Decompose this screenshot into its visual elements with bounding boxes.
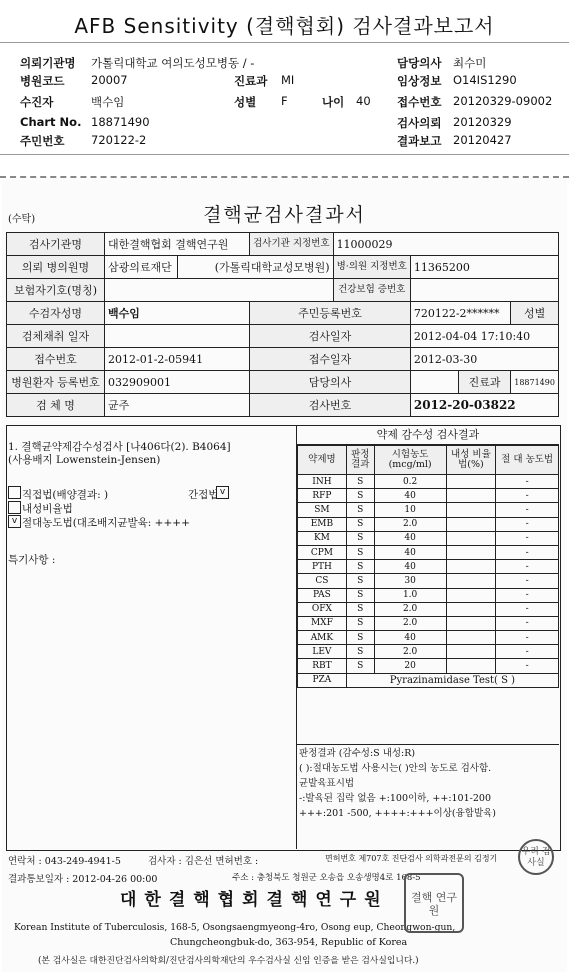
sens-cell: S bbox=[346, 545, 374, 559]
sens-header: 절 대 농도법 bbox=[496, 446, 559, 475]
sens-cell: S bbox=[346, 574, 374, 588]
sens-cell: S bbox=[346, 489, 374, 503]
sens-cell: 40 bbox=[374, 531, 446, 545]
header-key: 담당의사 bbox=[397, 56, 442, 70]
sens-cell: 2.0 bbox=[374, 645, 446, 659]
sens-cell bbox=[446, 489, 496, 503]
divider bbox=[0, 154, 569, 155]
sens-cell: 40 bbox=[374, 489, 446, 503]
registration-number: 032909001 bbox=[105, 371, 250, 394]
sens-cell: - bbox=[496, 645, 559, 659]
sens-cell bbox=[446, 631, 496, 645]
test-line-1: 1. 결핵균약제감수성검사 [나406다(2). B4064] bbox=[8, 441, 231, 453]
sens-cell: CS bbox=[298, 574, 347, 588]
official-seal: 결핵 연구원 bbox=[404, 873, 464, 933]
footer-english-2: Chungcheongbuk-do, 363-954, Republic of Korea bbox=[170, 937, 408, 948]
sens-cell: PTH bbox=[298, 560, 347, 574]
sens-cell: S bbox=[346, 588, 374, 602]
sens-cell bbox=[446, 645, 496, 659]
legend-line: +++:201 -500, ++++:+++이상(융합발육) bbox=[299, 808, 497, 819]
pza-result: Pyrazinamidase Test( S ) bbox=[346, 673, 558, 687]
cell-label: 검사번호 bbox=[250, 394, 411, 417]
cell-label: 성별 bbox=[511, 302, 559, 325]
sens-cell: - bbox=[496, 616, 559, 630]
cell-label: 담당의사 bbox=[250, 371, 411, 394]
sens-cell bbox=[446, 574, 496, 588]
header-value: 최수미 bbox=[453, 56, 487, 70]
legend-line: ( ):절대농도법 사용시는( )안의 농도로 검사함. bbox=[299, 763, 492, 774]
sens-cell: 30 bbox=[374, 574, 446, 588]
sens-cell: S bbox=[346, 631, 374, 645]
sens-cell: S bbox=[346, 531, 374, 545]
sens-row bbox=[298, 602, 559, 616]
sens-cell: - bbox=[496, 631, 559, 645]
age-key: 나이 bbox=[322, 95, 345, 109]
sens-cell bbox=[446, 616, 496, 630]
sens-cell: - bbox=[496, 517, 559, 531]
sens-cell bbox=[446, 659, 496, 673]
sens-cell: 20 bbox=[374, 659, 446, 673]
sens-cell: S bbox=[346, 645, 374, 659]
lab-id: 11000029 bbox=[333, 233, 558, 256]
age-value: 40 bbox=[356, 94, 371, 108]
sens-cell: CPM bbox=[298, 545, 347, 559]
sens-cell bbox=[446, 503, 496, 517]
sens-cell: SM bbox=[298, 503, 347, 517]
sens-row bbox=[298, 517, 559, 531]
sensitivity-caption: 약제 감수성 검사결과 bbox=[297, 426, 559, 445]
cell-label: 검 체 명 bbox=[7, 394, 105, 417]
header-value: 20120329-09002 bbox=[453, 94, 553, 108]
receipt-number: 2012-01-2-05941 bbox=[105, 348, 250, 371]
cell-label: 수검자성명 bbox=[7, 302, 105, 325]
sens-cell: S bbox=[346, 503, 374, 517]
receipt-date: 2012-03-30 bbox=[410, 348, 558, 371]
cell-label: 의뢰 병의원명 bbox=[7, 256, 105, 279]
abs-label: 절대농도법(대조배지균발육: ++++ bbox=[22, 517, 190, 529]
direct-label: 직접법(배양결과: ) bbox=[22, 489, 109, 501]
sens-cell bbox=[446, 531, 496, 545]
doc-title: 결핵균검사결과서 bbox=[203, 204, 366, 226]
header-value: 백수임 bbox=[91, 95, 125, 109]
footer-note: (본 검사실은 대한진단검사의학회/진단검사의학재단의 우수검사실 신임 인증을 받은 검사실입니다.) bbox=[38, 956, 419, 966]
cell-label: 병원환자 등록번호 bbox=[7, 371, 105, 394]
sens-row bbox=[298, 645, 559, 659]
sens-cell: S bbox=[346, 475, 374, 489]
cell-label: 주민등록번호 bbox=[250, 302, 411, 325]
divider bbox=[0, 42, 569, 43]
header-key: 주민번호 bbox=[20, 134, 65, 148]
sens-cell bbox=[446, 588, 496, 602]
sens-row bbox=[298, 545, 559, 559]
sens-cell bbox=[446, 475, 496, 489]
direct-checkbox bbox=[8, 486, 21, 499]
sens-row bbox=[298, 531, 559, 545]
sens-cell: S bbox=[346, 517, 374, 531]
sens-cell: LEV bbox=[298, 645, 347, 659]
sens-cell: - bbox=[496, 475, 559, 489]
sens-cell: - bbox=[496, 503, 559, 517]
sens-row bbox=[298, 616, 559, 630]
dept-value: MI bbox=[281, 73, 295, 87]
sens-cell: - bbox=[496, 560, 559, 574]
sens-cell: KM bbox=[298, 531, 347, 545]
abs-checkbox: v bbox=[8, 515, 21, 528]
sensitivity-table bbox=[297, 445, 559, 688]
hospital-note: (가톨릭대학교성모병원) bbox=[177, 256, 333, 279]
sens-cell: - bbox=[496, 659, 559, 673]
sens-cell: PAS bbox=[298, 588, 347, 602]
header-key: 수진자 bbox=[20, 95, 54, 109]
header-value: 가톨릭대학교 여의도성모병동 / - bbox=[91, 56, 255, 70]
footer-examiner: 검사자 : 김은선 면허번호 : bbox=[148, 856, 259, 867]
sens-cell: 2.0 bbox=[374, 602, 446, 616]
cell-label: 접수번호 bbox=[7, 348, 105, 371]
header-key: Chart No. bbox=[20, 115, 82, 129]
header-value: 20007 bbox=[91, 73, 128, 87]
lab-name: 대한결핵협회 결핵연구원 bbox=[105, 233, 250, 256]
cell-label: 진료과 bbox=[458, 371, 510, 394]
sens-row bbox=[298, 489, 559, 503]
sens-cell: - bbox=[496, 574, 559, 588]
sens-cell: S bbox=[346, 560, 374, 574]
divider bbox=[297, 744, 559, 745]
sens-cell: 10 bbox=[374, 503, 446, 517]
rrn: 720122-2****** bbox=[410, 302, 510, 325]
sens-header: 판정 결과 bbox=[346, 446, 374, 475]
cell-label: 접수일자 bbox=[250, 348, 411, 371]
header-value: 20120427 bbox=[453, 133, 512, 147]
cell-label: 건강보험 증번호 bbox=[333, 279, 410, 302]
sens-row bbox=[298, 659, 559, 673]
cell-label: 검체채취 일자 bbox=[7, 325, 105, 348]
sens-cell bbox=[446, 560, 496, 574]
empty-cell bbox=[410, 371, 458, 394]
sens-header: 약제명 bbox=[298, 446, 347, 475]
test-date: 2012-04-04 17:10:40 bbox=[410, 325, 558, 348]
sens-row bbox=[298, 631, 559, 645]
sens-cell: - bbox=[496, 531, 559, 545]
chart-number: 18871490 bbox=[511, 371, 559, 394]
indirect-checkbox: v bbox=[216, 486, 229, 499]
legend-line: 균발육표시법 bbox=[299, 778, 355, 789]
sens-row bbox=[298, 503, 559, 517]
sens-cell: 2.0 bbox=[374, 616, 446, 630]
cell-label: 보험자기호(명칭) bbox=[7, 279, 105, 302]
sens-cell bbox=[446, 602, 496, 616]
empty-cell bbox=[105, 325, 250, 348]
sens-cell: MXF bbox=[298, 616, 347, 630]
sens-cell: 1.0 bbox=[374, 588, 446, 602]
dept-key: 진료과 bbox=[234, 74, 268, 88]
header-key: 접수번호 bbox=[397, 95, 442, 109]
header-key: 의뢰기관명 bbox=[20, 56, 76, 70]
sens-cell: S bbox=[346, 602, 374, 616]
blank-area bbox=[297, 692, 559, 744]
sens-cell: - bbox=[496, 489, 559, 503]
sens-cell: RFP bbox=[298, 489, 347, 503]
sens-cell: 40 bbox=[374, 560, 446, 574]
sens-header: 내성 비율법(%) bbox=[446, 446, 496, 475]
cell-label: 검사일자 bbox=[250, 325, 411, 348]
hospital: 삼광의료재단 bbox=[105, 256, 178, 279]
sens-cell: - bbox=[496, 602, 559, 616]
sens-cell: 2.0 bbox=[374, 517, 446, 531]
footer-license: 면허번호 제707호 진단검사 의학과전문의 김정기 bbox=[325, 854, 498, 863]
sens-row bbox=[298, 560, 559, 574]
header-value: O14IS1290 bbox=[453, 73, 517, 87]
empty-cell bbox=[410, 279, 558, 302]
sens-cell: 40 bbox=[374, 631, 446, 645]
footer-contact: 연락처 : 043-249-4941-5 bbox=[8, 856, 121, 867]
sens-row bbox=[298, 588, 559, 602]
sens-cell: - bbox=[496, 588, 559, 602]
legend-line: -:발육된 집락 없음 +:100이하, ++:101-200 bbox=[299, 793, 491, 804]
resist-checkbox bbox=[8, 501, 21, 514]
sens-cell bbox=[446, 517, 496, 531]
sens-cell: - bbox=[496, 545, 559, 559]
header-value: 720122-2 bbox=[91, 133, 147, 147]
legend-line: 판정결과 (감수성:S 내성:R) bbox=[299, 748, 416, 759]
header-value: 20120329 bbox=[453, 115, 512, 129]
sens-cell: 40 bbox=[374, 545, 446, 559]
specimen: 균주 bbox=[105, 394, 250, 417]
sens-row bbox=[298, 574, 559, 588]
indirect-label: 간접법 bbox=[188, 489, 219, 501]
sens-cell: AMK bbox=[298, 631, 347, 645]
sex-key: 성별 bbox=[234, 95, 257, 109]
resist-label: 내성비율법 bbox=[22, 503, 73, 515]
sens-cell: INH bbox=[298, 475, 347, 489]
header-key: 검사의뢰 bbox=[397, 116, 442, 130]
info-table bbox=[6, 232, 559, 417]
pza-label: PZA bbox=[298, 673, 347, 687]
header-key: 병원코드 bbox=[20, 74, 65, 88]
test-line-2: (사용배지 Lowenstein-Jensen) bbox=[8, 454, 161, 466]
sens-row bbox=[298, 475, 559, 489]
sens-cell: RBT bbox=[298, 659, 347, 673]
special-notes: 특기사항 : bbox=[8, 554, 56, 566]
sens-header: 시험농도 (mcg/ml) bbox=[374, 446, 446, 475]
header-key: 결과보고 bbox=[397, 134, 442, 148]
header-key: 임상정보 bbox=[397, 74, 442, 88]
sens-cell: 0.2 bbox=[374, 475, 446, 489]
patient-name: 백수임 bbox=[105, 302, 250, 325]
sens-cell: EMB bbox=[298, 517, 347, 531]
sens-cell: S bbox=[346, 616, 374, 630]
footer-english-1: Korean Institute of Tuberculosis, 168-5, Osongsaengmyeong-4ro, Osong eup, Cheongwon-gun, bbox=[14, 922, 456, 933]
empty-cell bbox=[105, 279, 334, 302]
sens-cell: S bbox=[346, 659, 374, 673]
hospital-id: 11365200 bbox=[410, 256, 558, 279]
cell-label: 검사기관명 bbox=[7, 233, 105, 256]
footer-organization: 대한결핵협회결핵연구원 bbox=[120, 890, 389, 910]
sens-cell bbox=[446, 545, 496, 559]
sex-value: F bbox=[281, 94, 288, 108]
footer-notice-date: 결과통보일자 : 2012-04-26 00:00 bbox=[8, 874, 158, 885]
footer-address: 주소 : 충청북도 청원군 오송읍 오송생명4로 168-5 bbox=[232, 873, 421, 883]
certification-seal: 우리 검사실 bbox=[518, 839, 554, 875]
report-title: AFB Sensitivity (결핵협회) 검사결과보고서 bbox=[74, 14, 495, 38]
header-value: 18871490 bbox=[91, 115, 150, 129]
test-number: 2012-20-03822 bbox=[410, 394, 558, 417]
legend bbox=[299, 746, 496, 821]
cell-label: 검사기관 지정번호 bbox=[250, 233, 333, 256]
cell-label: 병·의원 지정번호 bbox=[333, 256, 410, 279]
form-number: (수탁) bbox=[8, 214, 36, 225]
sens-cell: OFX bbox=[298, 602, 347, 616]
